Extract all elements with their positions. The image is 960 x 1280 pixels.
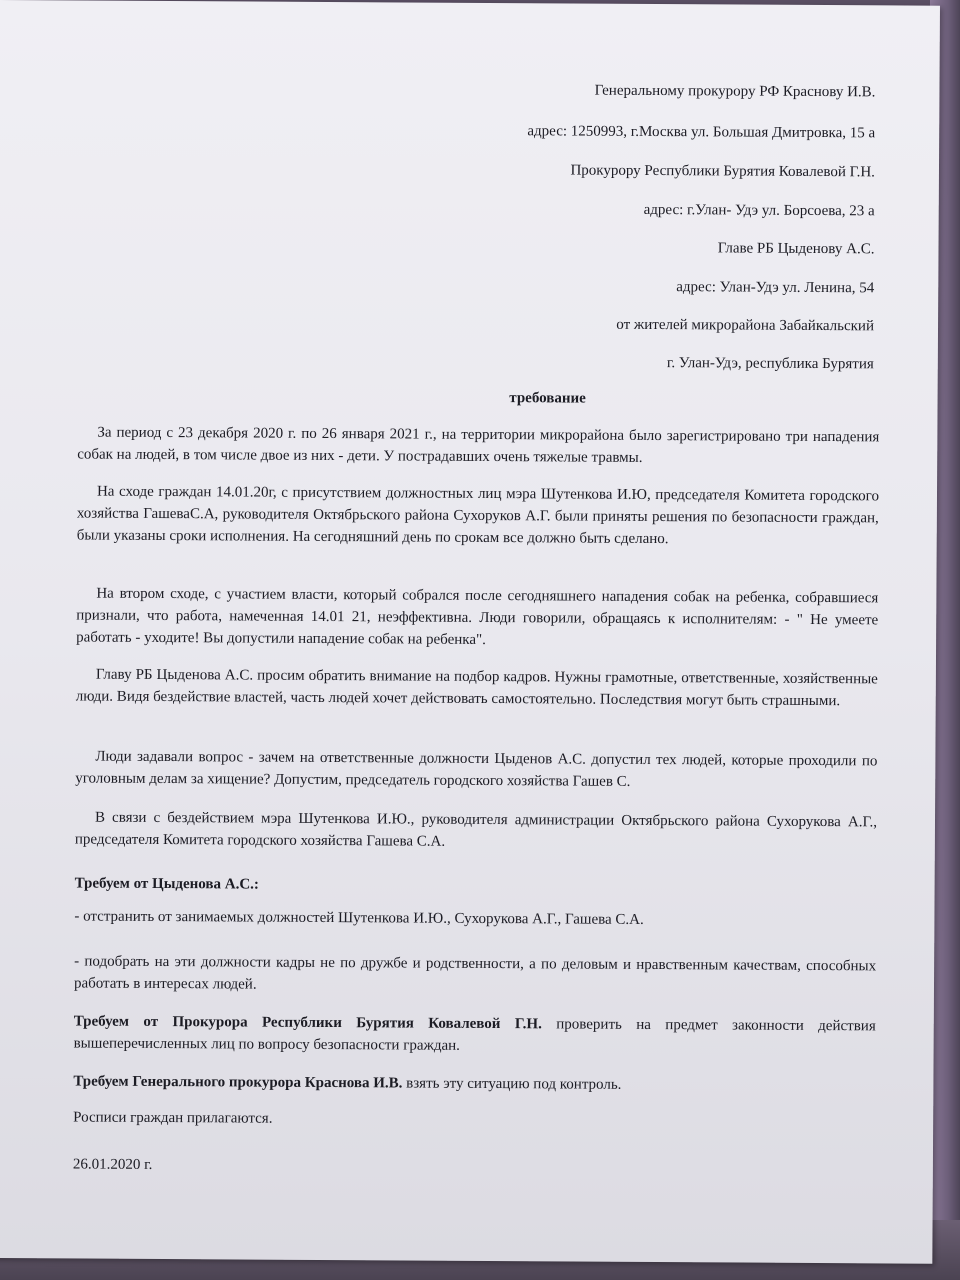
addressee-republic-prosecutor: Прокурору Республики Бурятия Ковалевой Г.Н. [570,162,876,181]
demand-republic-prosecutor-bold: Требуем от Прокурора Республики Бурятия Ковалевой Г.Н. [73,1013,542,1033]
paragraph-5: Люди задавали вопрос - зачем на ответственные должности Цыденов А.С. допустил тех людей, которые проходили по уголовным делам за хищение? Допустим, председатель городского хозяйства Гашев С. [75,748,878,790]
demand-general-prosecutor [73,1070,875,1097]
demand-republic-prosecutor [74,1010,876,1059]
document-title: требование [509,390,586,407]
sender-city: г. Улан-Удэ, республика Бурятия [666,355,874,373]
demand-general-prosecutor-text: взять эту ситуацию под контроль. [402,1075,622,1093]
paragraph-3: На втором сходе, с участием власти, который собрался после сегодняшнего нападения собак на ребенка, собравшиеся признали, что работа, намеченная 14.01 21, неэффективна. Люди говорили, обращаясь к исполнителям: - " Не умеете работать - уходите! Вы допустили нападение собак на ребенка". [76,585,879,648]
addressee-general-prosecutor: Генеральному прокурору РФ Краснову И.В. [594,82,876,101]
address-borsoeva: адрес: г.Улан- Удэ ул. Борсоева, 23 а [643,201,875,220]
demand-republic-prosecutor-text: проверить на предмет законности действия вышеперечисленных лиц по вопросу безопасности граждан. [73,1016,876,1054]
demand-heading-text: Требуем от Цыденова А.С.: [74,875,260,893]
sender-residents: от жителей микрорайона Забайкальский [616,316,875,335]
demand-item-select-staff: - подобрать на эти должности кадры не по дружбе и родственности, а по деловым и нравственным качествам, способных работать в интересах людей. [73,953,877,993]
paragraph-2: На сходе граждан 14.01.20г, с присутствием должностных лиц мэра Шутенкова И.Ю, председателя Комитета городского хозяйства ГашеваС.А, руководителя Октябрьского района Сухоруков А.Г. были приняты решения по безопасности граждан, были указаны сроки исполнения. На сегодняшний день по срокам все должно быть сделано. [76,483,880,548]
address-lenina: адрес: Улан-Удэ ул. Ленина, 54 [676,279,875,297]
signatures-note: Росписи граждан прилагаются. [73,1109,273,1127]
paragraph-4: Главу РБ Цыденова А.С. просим обратить внимание на подбор кадров. Нужны грамотные, ответственные, хозяйственные люди. Видя бездействие властей, часть людей хочет действовать самостоятельно. Последствия могут быть страшными. [75,666,878,710]
demand-general-prosecutor-bold: Требуем Генерального прокурора Краснова И.В. [73,1073,403,1092]
paragraph-6: В связи с бездействием мэра Шутенкова И.Ю., руководителя администрации Октябрьского района Сухорукова А.Г., председателя Комитета городского хозяйства Гашева С.А. [74,809,878,850]
paragraph-1: За период с 23 декабря 2020 г. по 26 января 2021 г., на территории микрорайона было зарегистрировано три нападения собак на людей, в том числе двое из них - дети. У пострадавших очень тяжелые травмы. [77,424,880,466]
document-date: 26.01.2020 г. [72,1156,153,1173]
addressee-head-rb: Главе РБ Цыденову А.С. [717,240,875,258]
demand-item-dismiss: - отстранить от занимаемых должностей Шутенкова И.Ю., Сухорукова А.Г., Гашева С.А. [74,908,644,928]
address-moscow: адрес: 1250993, г.Москва ул. Большая Дмитровка, 15 а [527,123,876,142]
demand-heading-tsydenov [75,872,877,899]
